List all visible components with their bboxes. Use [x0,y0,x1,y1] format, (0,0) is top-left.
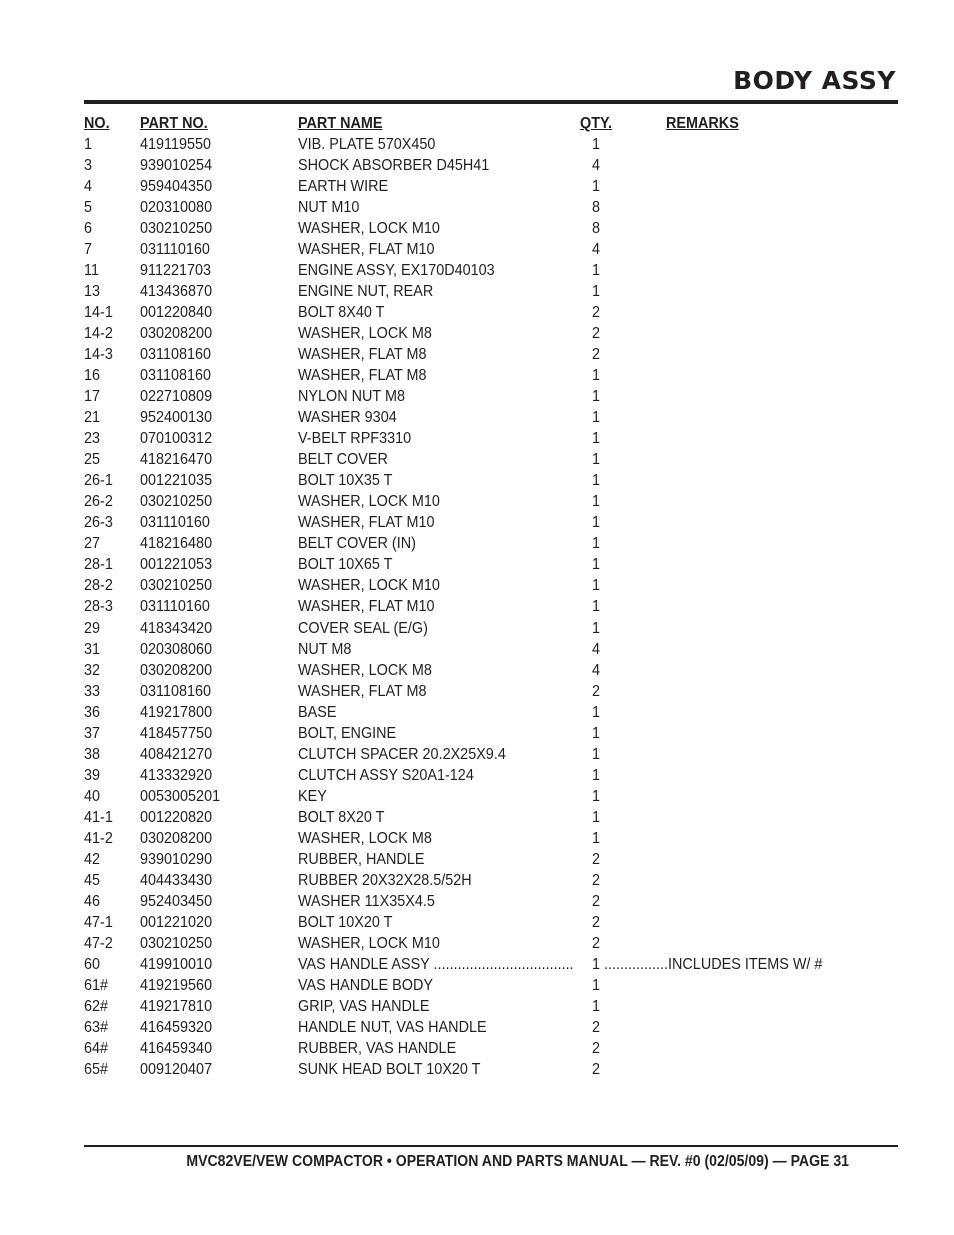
row-qty: 1 [592,283,601,301]
row-part-no: 030208200 [140,829,213,847]
row-qty: 1 [592,997,601,1015]
row-no: 28-2 [84,577,113,595]
row-qty: 1 [592,409,601,427]
row-part-name: WASHER, LOCK M10 [298,220,440,238]
row-part-name: NUT M10 [298,199,360,217]
row-qty: 2 [592,850,601,868]
table-row [84,828,898,849]
row-part-name: KEY [298,787,327,805]
row-no: 16 [84,367,101,385]
row-part-name: WASHER, LOCK M10 [298,934,440,952]
row-part-name: BOLT 10X65 T [298,556,393,574]
table-row [84,912,898,933]
table-row [84,407,898,428]
row-part-name: WASHER, FLAT M10 [298,241,435,259]
row-part-name: WASHER, FLAT M8 [298,682,427,700]
row-part-no: 418457750 [140,724,213,742]
row-no: 7 [84,241,93,259]
row-part-name: BOLT 10X20 T [298,913,393,931]
table-row [84,660,898,681]
row-no: 40 [84,787,101,805]
row-no: 45 [84,871,101,889]
table-row [84,491,898,512]
table-row [84,975,898,996]
row-qty: 1 [592,766,601,784]
row-part-name: RUBBER 20X32X28.5/52H [298,871,472,889]
row-part-no: 413436870 [140,283,213,301]
table-row [84,870,898,891]
table-row [84,575,898,596]
row-qty: 8 [592,199,601,217]
row-part-name: WASHER 9304 [298,409,397,427]
table-row [84,386,898,407]
header-part-no: PART NO. [140,115,208,132]
row-no: 29 [84,619,101,637]
row-qty: 1 [592,703,601,721]
row-no: 60 [84,955,101,973]
row-part-no: 001221053 [140,556,213,574]
row-part-name: WASHER, LOCK M10 [298,493,440,511]
table-row [84,428,898,449]
table-row [84,1059,898,1080]
row-part-name: WASHER, LOCK M8 [298,661,432,679]
row-no: 23 [84,430,101,448]
row-part-no: 020310080 [140,199,213,217]
row-no: 26-2 [84,493,113,511]
row-no: 17 [84,388,101,406]
row-qty: 4 [592,157,601,174]
row-part-no: 031108160 [140,682,212,700]
row-no: 1 [84,136,93,153]
row-no: 11 [84,262,99,280]
table-row [84,723,898,744]
table-row [84,302,898,323]
row-part-name: BOLT, ENGINE [298,724,397,742]
row-part-name: ENGINE ASSY, EX170D40103 [298,262,495,280]
row-part-no: 413332920 [140,766,213,784]
row-part-no: 001220820 [140,808,213,826]
row-qty: 1 [592,535,601,553]
row-part-name: WASHER, FLAT M8 [298,346,427,364]
row-no: 64# [84,1039,109,1057]
row-part-name: ENGINE NUT, REAR [298,283,434,301]
header-remarks: REMARKS [666,115,739,132]
row-qty: 1 [592,955,601,973]
header-part-name: PART NAME [298,115,383,132]
table-row [84,260,898,281]
row-part-name: NUT M8 [298,640,352,658]
row-no: 42 [84,850,101,868]
table-row [84,155,898,176]
row-part-name: VAS HANDLE ASSY ................................... [298,955,574,973]
table-row [84,891,898,912]
table-row [84,807,898,828]
row-qty: 1 [592,787,601,805]
row-no: 14-2 [84,325,113,343]
row-qty: 1 [592,262,601,280]
header-qty: QTY. [580,115,613,132]
row-qty: 2 [592,871,601,889]
row-qty: 1 [592,388,601,406]
row-no: 4 [84,178,93,195]
row-no: 26-1 [84,472,113,490]
row-part-no: 030210250 [140,934,213,952]
row-part-name: WASHER, FLAT M10 [298,598,435,616]
row-no: 47-1 [84,913,113,931]
row-no: 5 [84,199,93,217]
table-row [84,639,898,660]
row-part-name: WASHER, LOCK M8 [298,325,432,343]
row-part-no: 030208200 [140,661,213,679]
table-row [84,596,898,617]
row-part-no: 031108160 [140,346,212,364]
row-no: 37 [84,724,101,742]
row-qty: 4 [592,241,601,259]
row-no: 3 [84,157,93,174]
table-row [84,954,898,975]
row-qty: 2 [592,1018,601,1036]
table-row [84,996,898,1017]
row-qty: 1 [592,976,601,994]
row-part-name: WASHER, FLAT M8 [298,367,427,385]
row-no: 46 [84,892,101,910]
row-no: 14-3 [84,346,113,364]
row-part-no: 952403450 [140,892,213,910]
row-part-name: WASHER 11X35X4.5 [298,892,435,910]
row-qty: 1 [592,178,601,195]
row-part-no: 001221035 [140,472,213,490]
row-no: 21 [84,409,101,427]
row-part-no: 939010290 [140,850,213,868]
row-qty: 2 [592,682,601,700]
row-no: 65# [84,1060,109,1078]
row-part-no: 030210250 [140,493,213,511]
row-part-name: VIB. PLATE 570X450 [298,136,436,153]
table-row [84,323,898,344]
page-footer: MVC82VE/VEW COMPACTOR • OPERATION AND PARTS MANUAL — REV. #0 (02/05/09) — PAGE 31 [186,1153,849,1170]
row-part-no: 959404350 [140,178,213,195]
table-row [84,512,898,533]
row-no: 63# [84,1018,109,1036]
row-qty: 1 [592,829,601,847]
table-row [84,218,898,239]
table-row [84,449,898,470]
row-no: 33 [84,682,101,700]
table-row [84,470,898,491]
row-no: 41-1 [84,808,113,826]
row-qty: 1 [592,367,601,385]
row-qty: 1 [592,451,601,469]
row-part-name: BELT COVER [298,451,388,469]
row-part-no: 031110160 [140,598,210,616]
table-row [84,849,898,870]
row-part-no: 030210250 [140,577,213,595]
table-row [84,197,898,218]
row-qty: 1 [592,136,601,153]
table-row [84,533,898,554]
row-part-no: 0053005201 [140,787,221,805]
row-part-no: 030210250 [140,220,213,238]
row-no: 62# [84,997,109,1015]
row-part-no: 419217810 [140,997,213,1015]
row-part-no: 416459340 [140,1039,213,1057]
table-row [84,554,898,575]
row-qty: 1 [592,493,601,511]
row-part-no: 001221020 [140,913,213,931]
row-no: 6 [84,220,93,238]
row-part-no: 419217800 [140,703,213,721]
table-row [84,344,898,365]
row-part-name: GRIP, VAS HANDLE [298,997,430,1015]
row-part-no: 031110160 [140,241,210,259]
row-part-name: NYLON NUT M8 [298,388,405,406]
row-part-no: 416459320 [140,1018,213,1036]
table-row [84,933,898,954]
row-qty: 2 [592,1039,601,1057]
row-part-no: 404433430 [140,871,213,889]
row-part-no: 419119550 [140,136,212,153]
row-part-no: 020308060 [140,640,213,658]
row-part-name: COVER SEAL (E/G) [298,619,428,637]
row-part-name: SUNK HEAD BOLT 10X20 T [298,1060,481,1078]
row-part-name: BOLT 8X20 T [298,808,385,826]
row-part-name: VAS HANDLE BODY [298,976,433,994]
table-row [84,134,898,155]
row-no: 25 [84,451,101,469]
row-qty: 4 [592,640,601,658]
row-no: 27 [84,535,101,553]
row-part-name: BELT COVER (IN) [298,535,416,553]
row-no: 41-2 [84,829,113,847]
footer-divider [84,1145,898,1147]
row-part-no: 418343420 [140,619,213,637]
row-no: 13 [84,283,101,301]
row-qty: 2 [592,892,601,910]
row-part-no: 419219560 [140,976,213,994]
row-qty: 1 [592,430,601,448]
row-part-name: BOLT 10X35 T [298,472,393,490]
table-row [84,765,898,786]
table-row [84,1017,898,1038]
row-qty: 2 [592,1060,601,1078]
row-qty: 1 [592,724,601,742]
row-qty: 1 [592,598,601,616]
table-row [84,239,898,260]
row-part-no: 939010254 [140,157,213,174]
row-no: 61# [84,976,109,994]
row-qty: 1 [592,619,601,637]
table-row [84,176,898,197]
row-qty: 4 [592,661,601,679]
row-part-no: 031108160 [140,367,212,385]
row-part-no: 419910010 [140,955,213,973]
row-part-name: BASE [298,703,337,721]
row-part-no: 001220840 [140,304,213,322]
row-part-name: RUBBER, VAS HANDLE [298,1039,457,1057]
row-part-no: 911221703 [140,262,212,280]
row-part-name: CLUTCH ASSY S20A1-124 [298,766,474,784]
row-no: 14-1 [84,304,113,322]
table-row [84,1038,898,1059]
row-no: 32 [84,661,101,679]
table-row [84,365,898,386]
row-part-no: 031110160 [140,514,210,532]
row-part-name: CLUTCH SPACER 20.2X25X9.4 [298,745,506,763]
row-no: 39 [84,766,101,784]
row-part-no: 070100312 [140,430,213,448]
row-part-name: WASHER, LOCK M10 [298,577,440,595]
row-part-no: 030208200 [140,325,213,343]
row-no: 47-2 [84,934,113,952]
row-part-name: V-BELT RPF3310 [298,430,412,448]
table-row [84,702,898,723]
row-part-no: 022710809 [140,388,213,406]
row-qty: 1 [592,577,601,595]
row-qty: 2 [592,913,601,931]
row-part-name: HANDLE NUT, VAS HANDLE [298,1018,487,1036]
row-part-name: BOLT 8X40 T [298,304,385,322]
row-qty: 1 [592,556,601,574]
row-qty: 1 [592,808,601,826]
row-part-no: 418216480 [140,535,213,553]
row-no: 28-3 [84,598,113,616]
table-row [84,281,898,302]
row-part-no: 009120407 [140,1060,213,1078]
row-qty: 1 [592,514,601,532]
row-no: 38 [84,745,101,763]
header-no: NO. [84,115,110,132]
row-part-name: SHOCK ABSORBER D45H41 [298,157,490,174]
row-part-name: EARTH WIRE [298,178,389,195]
row-qty: 2 [592,934,601,952]
row-remarks: ................INCLUDES ITEMS W/ # [604,955,823,973]
row-no: 26-3 [84,514,113,532]
row-qty: 2 [592,325,601,343]
row-part-no: 408421270 [140,745,213,763]
row-qty: 2 [592,346,601,364]
table-row [84,786,898,807]
row-no: 31 [84,640,101,658]
row-part-no: 418216470 [140,451,213,469]
row-qty: 2 [592,304,601,322]
row-part-no: 952400130 [140,409,213,427]
page-title: BODY ASSY [733,66,896,95]
row-qty: 8 [592,220,601,238]
table-row [84,744,898,765]
row-part-name: RUBBER, HANDLE [298,850,425,868]
table-row [84,618,898,639]
row-part-name: WASHER, LOCK M8 [298,829,432,847]
row-part-name: WASHER, FLAT M10 [298,514,435,532]
row-qty: 1 [592,472,601,490]
row-no: 36 [84,703,101,721]
row-no: 28-1 [84,556,113,574]
row-qty: 1 [592,745,601,763]
table-row [84,681,898,702]
